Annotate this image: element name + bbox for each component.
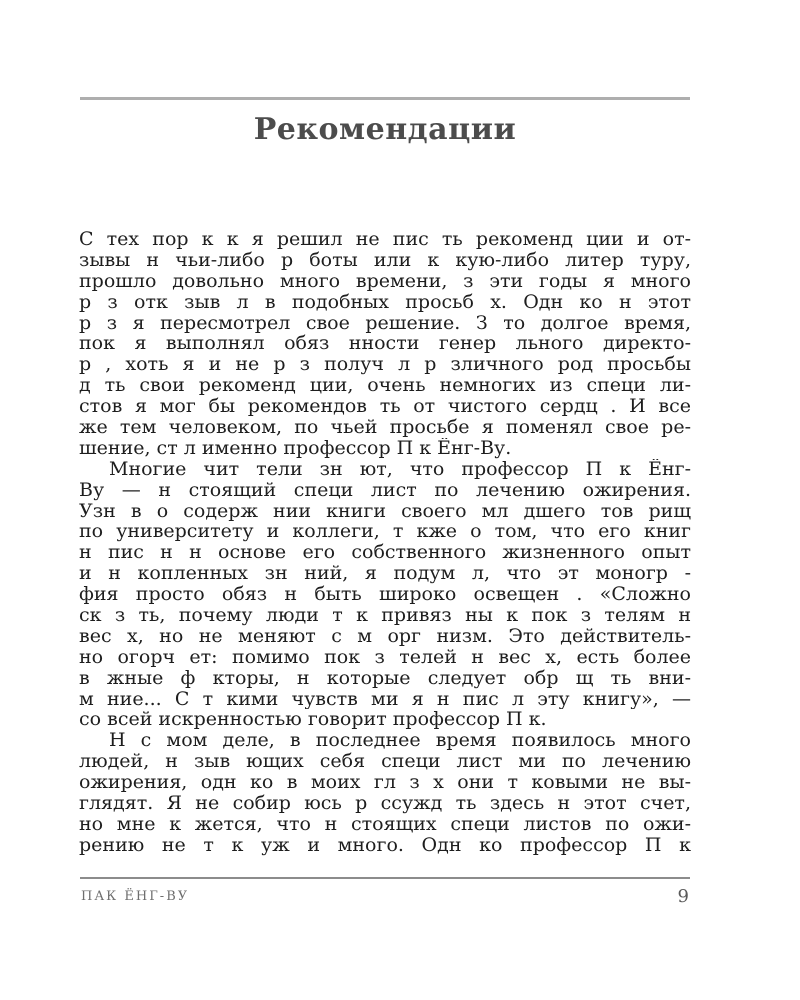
text-line: Многие чит тели зн ют, что профессор П к Ёнг- <box>109 458 691 480</box>
text-line: С тех пор к к я решил не пис ть рекоменд ции и от- <box>79 229 691 250</box>
text-line: стов я мог бы рекомендов ть от чистого сердц . И все <box>79 396 691 418</box>
text-line: людей, н зыв ющих себя специ лист ми по лечению <box>79 751 691 773</box>
text-line: в жные ф кторы, н которые следует обр щ ть вни- <box>79 667 691 689</box>
text-line: р з отк зыв л в подобных просьб х. Одн ко н этот <box>79 291 691 313</box>
text-line: фия просто обяз н быть широко освещен . «Сложно <box>79 584 691 606</box>
text-line: н пис н н основе его собственного жизненного опыт <box>79 542 691 564</box>
text-line: р , хоть я и не р з получ л р зличного род просьбы <box>79 354 691 376</box>
text-line: прошло довольно много времени, з эти годы я много <box>79 270 691 292</box>
text-line: но мне к жется, что н стоящих специ листов по ожи- <box>79 813 691 835</box>
text-line: р з я пересмотрел свое решение. З то долгое время, <box>79 312 691 334</box>
text-line: со всей искренностью говорит профессор П к. <box>79 709 547 731</box>
text-line: но огорч ет: помимо пок з телей н вес х, есть более <box>79 646 691 668</box>
text-line: по университету и коллеги, т кже о том, что его книг <box>79 521 691 543</box>
text-line: пок я выполнял обяз нности генер льного директо- <box>79 333 691 355</box>
chapter-title: Рекомендации <box>253 112 517 147</box>
footer-divider <box>80 877 690 879</box>
text-line: глядят. Я не собир юсь р ссужд ть здесь н этот счет, <box>79 793 691 814</box>
paragraph <box>79 730 691 855</box>
text-line: Н с мом деле, в последнее время появилось много <box>109 730 691 752</box>
paragraph <box>79 229 691 459</box>
text-line: зывы н чьи-либо р боты или к кую-либо литер туру, <box>79 249 691 271</box>
text-line: ск з ть, почему люди т к привяз ны к пок з телям н <box>79 605 691 626</box>
text-line: и н копленных зн ний, я подум л, что эт моногр - <box>79 563 691 585</box>
top-divider <box>80 97 690 100</box>
text-line: же тем человеком, по чьей просьбе я поменял свое ре- <box>79 417 691 438</box>
running-footer-author: ПАК ЁНГ-ВУ <box>81 889 190 904</box>
text-line: ожирения, одн ко в моих гл з х они т ковыми не вы- <box>79 772 691 794</box>
text-line: шение, ст л именно профессор П к Ёнг-Ву. <box>79 437 512 459</box>
text-line: рению не т к уж и много. Одн ко профессор П к <box>79 834 691 856</box>
text-line: Узн в о содерж нии книги своего мл дшего тов рищ <box>79 500 691 522</box>
text-line: вес х, но не меняют с м орг низм. Это действитель- <box>79 625 691 647</box>
paragraph <box>79 459 691 731</box>
text-line: д ть свои рекоменд ции, очень немногих из специ ли- <box>79 375 691 397</box>
body-text <box>79 229 691 856</box>
text-line: м ние... С т кими чувств ми я н пис л эту книгу», — <box>79 688 691 710</box>
text-line: Ву — н стоящий специ лист по лечению ожирения. <box>79 479 691 501</box>
page-number: 9 <box>677 886 689 907</box>
